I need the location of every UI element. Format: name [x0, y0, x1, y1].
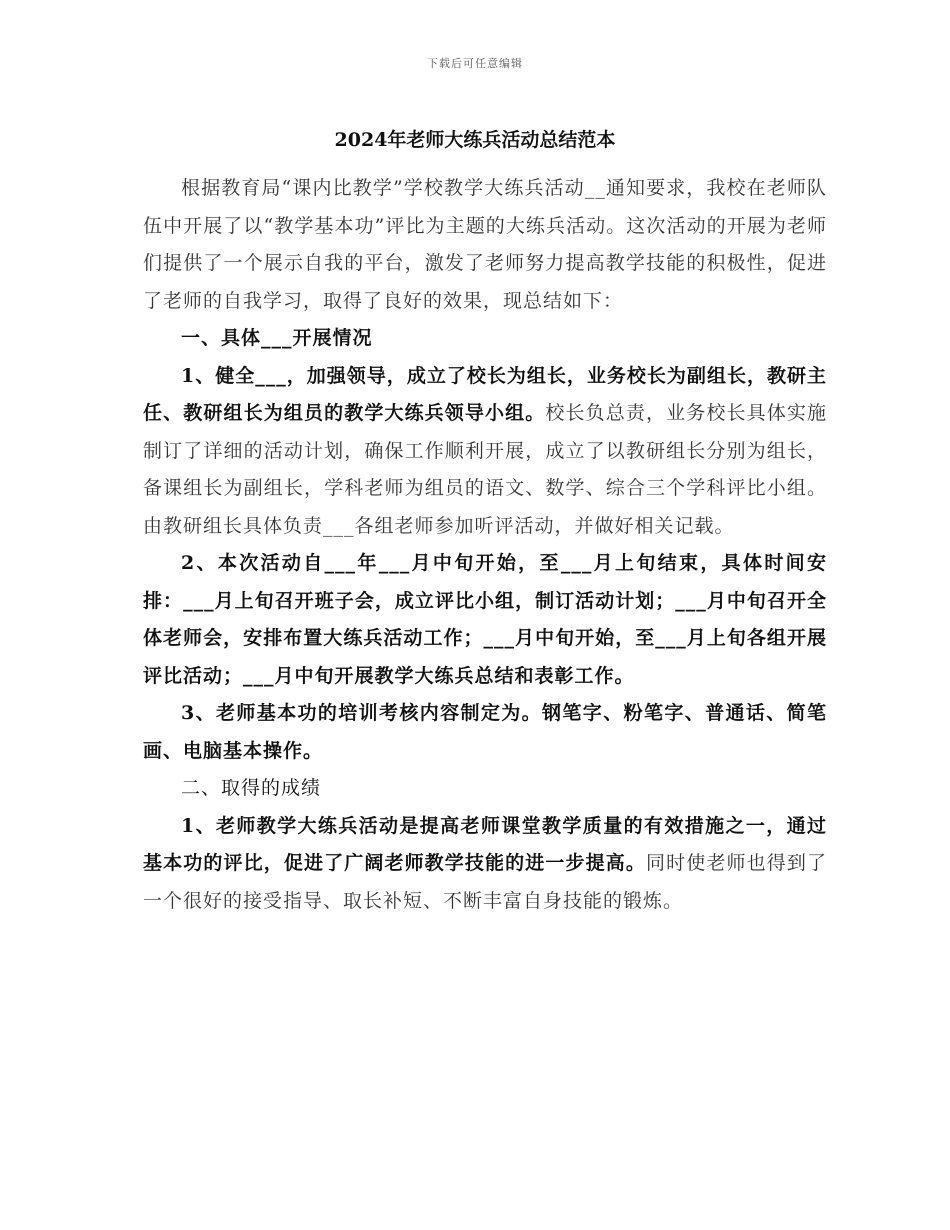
item-paragraph-1-2: 2、本次活动自___年___月中旬开始，至___月上旬结束，具体时间安排：___月上旬召开班子会，成立评比小组，制订活动计划；___月中旬召开全体老师会，安排布置大练兵活动工作；___月中旬开始，至___月上旬各组开展评比活动；___月中旬开展教学大练兵总结和表彰工作。: [143, 552, 827, 687]
document-title: 2024年老师大练兵活动总结范本: [334, 129, 616, 151]
document-body: [143, 170, 827, 920]
item-2-1-bold-text: 1、老师教学大练兵活动是提高老师课堂教学质量的有效措施之一，通过基本功的评比，促进了广阔老师教学技能的进一步提高。: [143, 814, 827, 874]
section-heading-2: 二、取得的成绩: [181, 777, 322, 799]
item-1-1-normal-text: 校长负总责，业务校长具体实施制订了详细的活动计划，确保工作顺利开展，成立了以教研组长分别为组长，备课组长为副组长，学科老师为组员的语文、数学、综合三个学科评比小组。由教研组长具体负责___各组老师参加听评活动，并做好相关记载。: [143, 402, 827, 537]
item-paragraph-1-1: [143, 358, 827, 546]
section-heading-1: 一、具体___开展情况: [181, 327, 373, 349]
header-note: 下载后可任意编辑: [427, 57, 523, 70]
intro-paragraph: 根据教育局“课内比教学”学校教学大练兵活动__通知要求，我校在老师队伍中开展了以“教学基本功”评比为主题的大练兵活动。这次活动的开展为老师们提供了一个展示自我的平台，激发了老师努力提高教学技能的积极性，促进了老师的自我学习，取得了良好的效果，现总结如下：: [143, 177, 827, 312]
item-2-1-normal-text: 同时使老师也得到了一个很好的接受指导、取长补短、不断丰富自身技能的锻炼。: [143, 852, 827, 912]
item-paragraph-1-3: 3、老师基本功的培训考核内容制定为。钢笔字、粉笔字、普通话、简笔画、电脑基本操作。: [143, 702, 827, 762]
item-paragraph-2-1: [143, 808, 827, 921]
item-1-1-bold-text: 1、健全___，加强领导，成立了校长为组长，业务校长为副组长，教研主任、教研组长为组员的教学大练兵领导小组。: [143, 364, 827, 424]
